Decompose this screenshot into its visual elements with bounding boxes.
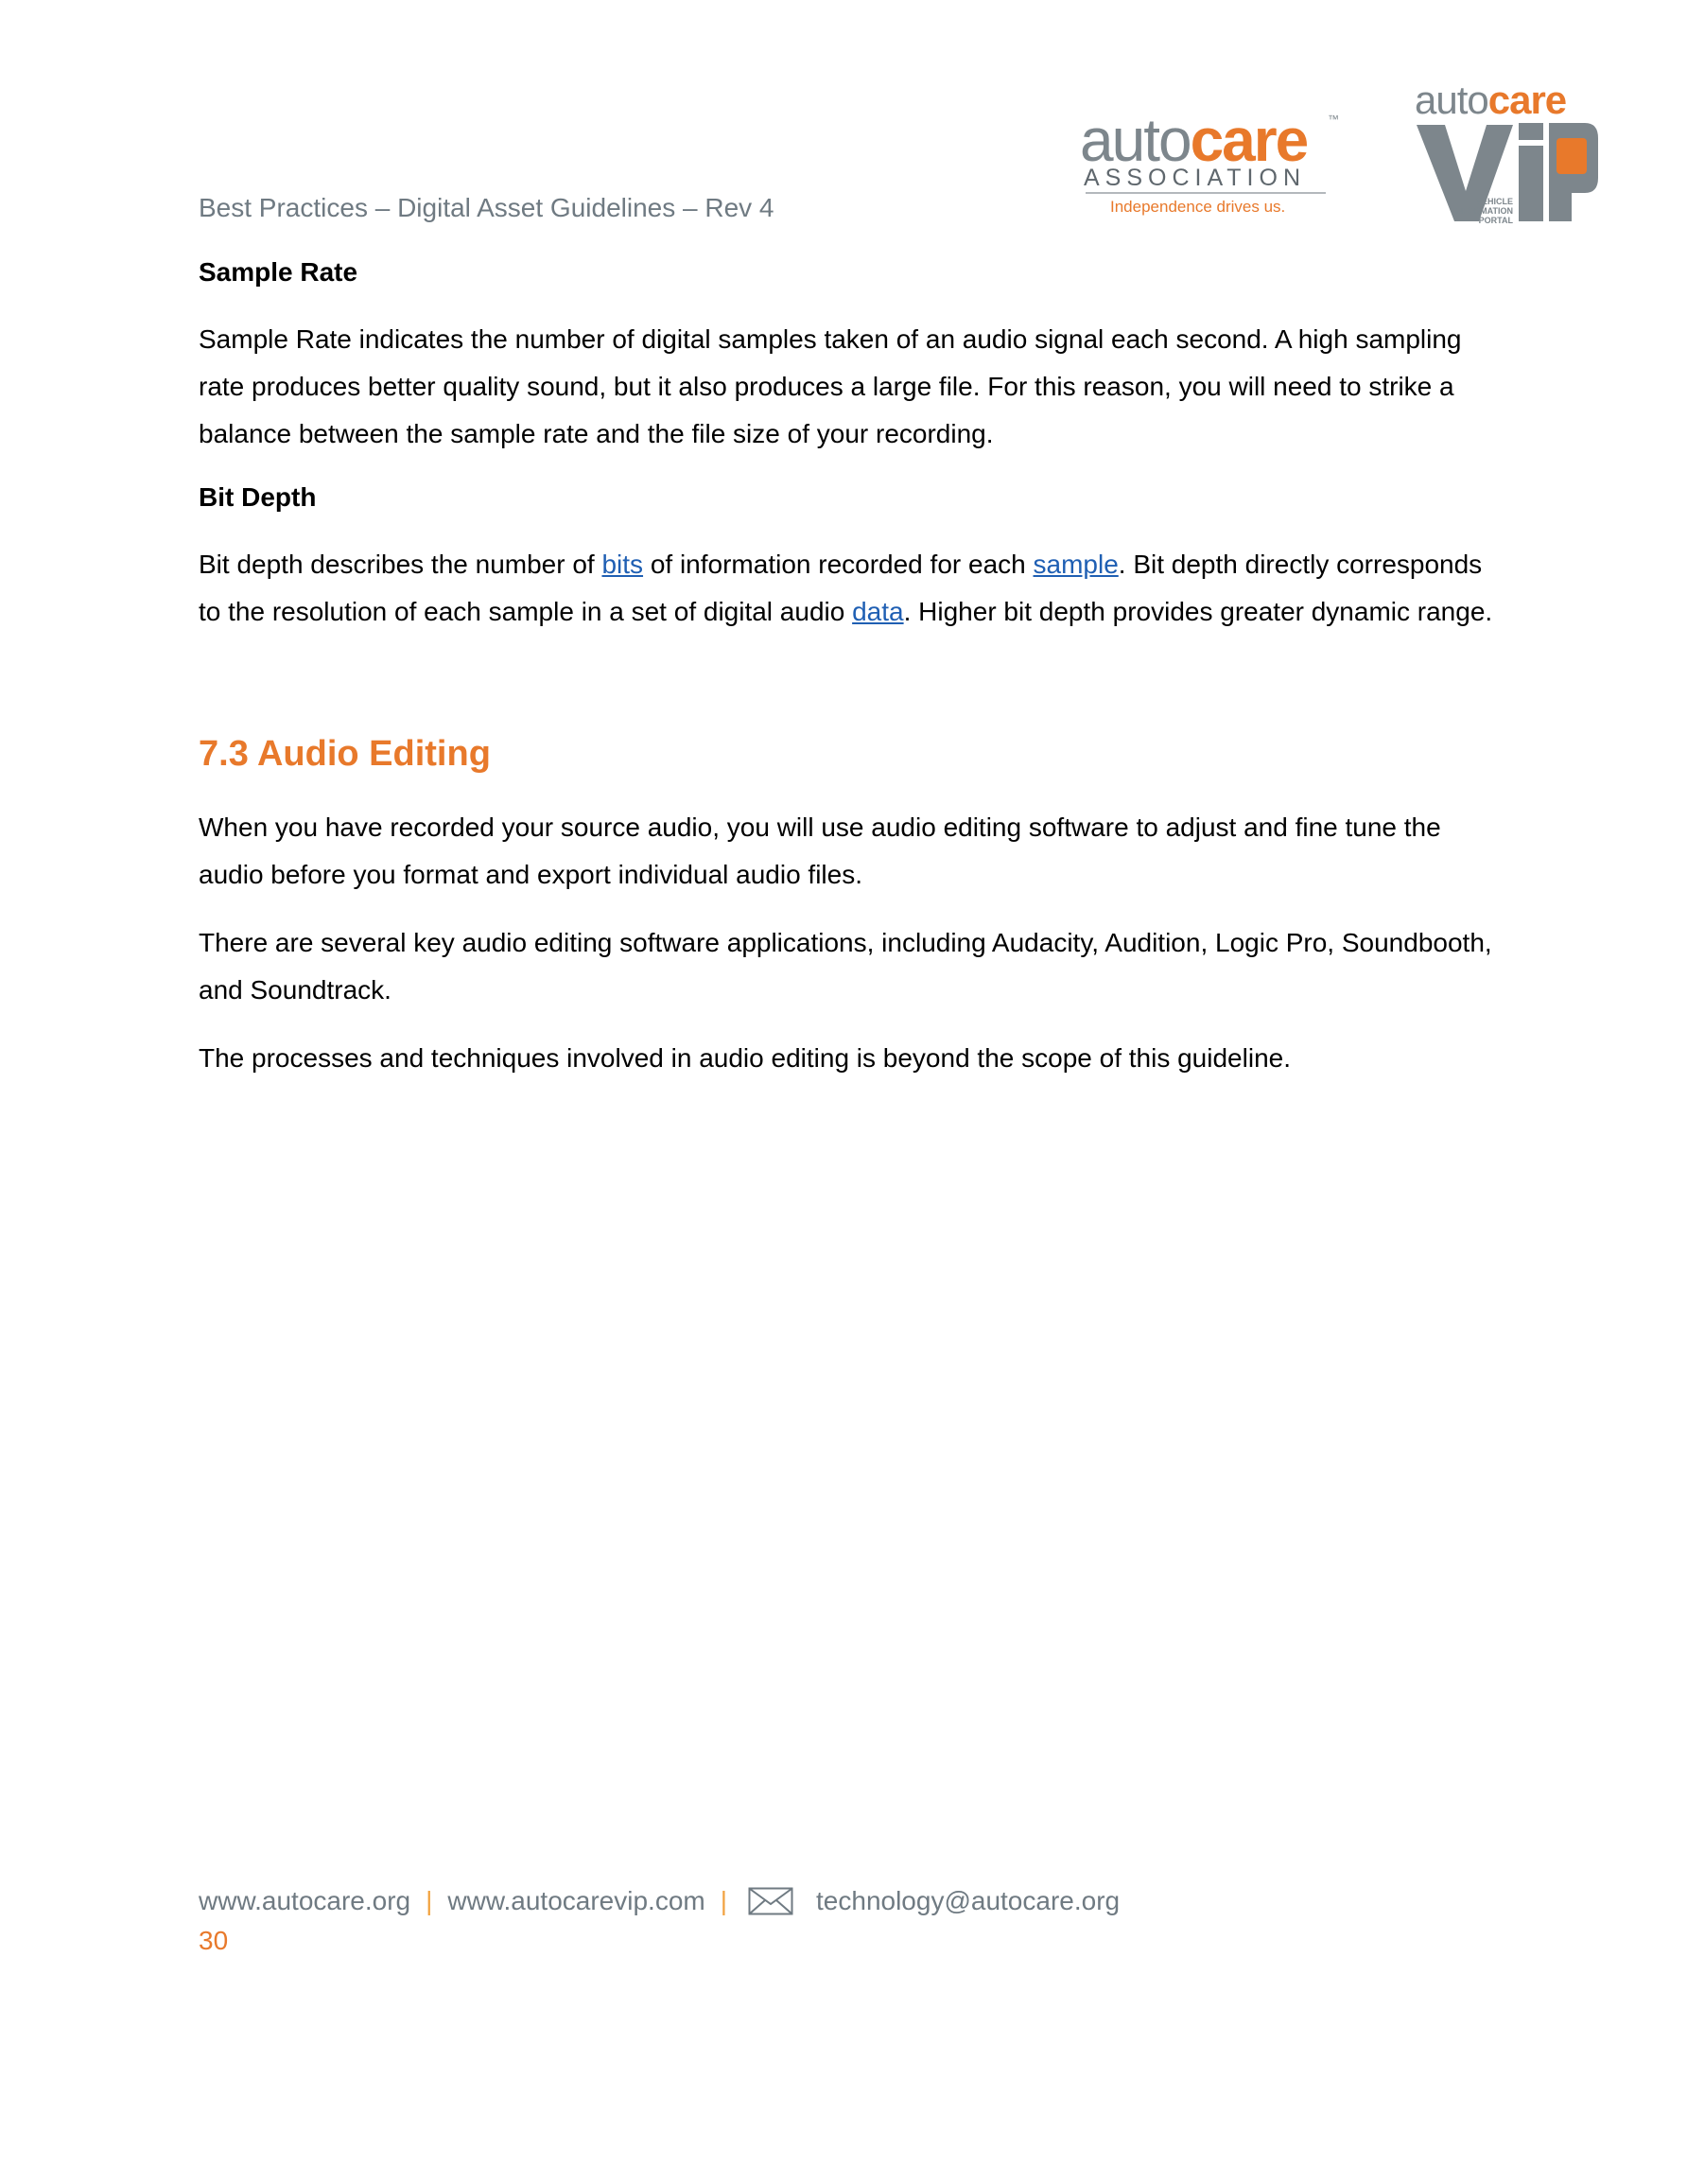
audio-editing-paragraph-2: There are several key audio editing software applications, including Audacity, Audition, Logic Pro, Soundbooth, and Soundtrack. [199, 928, 1492, 1005]
data-link[interactable]: data [852, 597, 904, 626]
logo-care-text: care [1190, 106, 1308, 174]
footer-site-autocarevip[interactable]: www.autocarevip.com [447, 1886, 705, 1915]
bits-link[interactable]: bits [601, 550, 644, 579]
bit-depth-text-3: . Bit depth directly corresponds to the resolution of each sample in a set of digital audio [199, 550, 1483, 626]
footer-email[interactable]: technology@autocare.org [816, 1886, 1121, 1915]
page-footer [199, 1886, 1120, 1916]
vip-care-text: care [1487, 79, 1567, 122]
logo-auto-text: auto [1080, 106, 1191, 174]
envelope-icon [748, 1887, 793, 1915]
page-content [199, 253, 1494, 1103]
bit-depth-paragraph [199, 541, 1494, 636]
bit-depth-text-4: . Higher bit depth provides greater dynamic range. [903, 597, 1493, 626]
footer-site-autocare[interactable]: www.autocare.org [199, 1886, 411, 1915]
audio-editing-paragraph-1: When you have recorded your source audio, you will use audio editing software to adjust and fine tune the audio before you format and export individual audio files. [199, 812, 1441, 889]
vip-line-3: PORTAL [1478, 216, 1513, 225]
logo-association-text: ASSOCIATION [1084, 165, 1307, 191]
bit-depth-heading: Bit Depth [199, 482, 317, 512]
bit-depth-text-1: Bit depth describes the number of [199, 550, 602, 579]
logo-trademark: ™ [1328, 113, 1339, 126]
audio-editing-heading: 7.3 Audio Editing [199, 734, 491, 774]
vip-auto-text: auto [1415, 79, 1488, 122]
logo-tagline: Independence drives us. [1110, 198, 1286, 216]
page-number: 30 [199, 1926, 229, 1955]
footer-separator-2: | [720, 1886, 728, 1915]
sample-link[interactable]: sample [1033, 550, 1119, 579]
bit-depth-text-2: of information recorded for each [643, 550, 1034, 579]
footer-separator-1: | [426, 1886, 433, 1915]
svg-text:autocare [1415, 79, 1566, 122]
autocare-vip-logo [1413, 79, 1602, 240]
document-title: Best Practices – Digital Asset Guidelines – Rev 4 [199, 193, 774, 222]
sample-rate-paragraph: Sample Rate indicates the number of digital samples taken of an audio signal each second. A high sampling rate produces better quality sound, but it also produces a large file. For this reason, you will need to strike a balance between the sample rate and the file size of your recording. [199, 324, 1462, 448]
autocare-association-logo [1078, 102, 1352, 216]
audio-editing-paragraph-3: The processes and techniques involved in audio editing is beyond the scope of this guideline. [199, 1043, 1291, 1073]
vip-line-2: INFORMATION [1453, 206, 1513, 216]
vip-line-1: VEHICLE [1475, 197, 1513, 206]
sample-rate-heading: Sample Rate [199, 257, 358, 287]
